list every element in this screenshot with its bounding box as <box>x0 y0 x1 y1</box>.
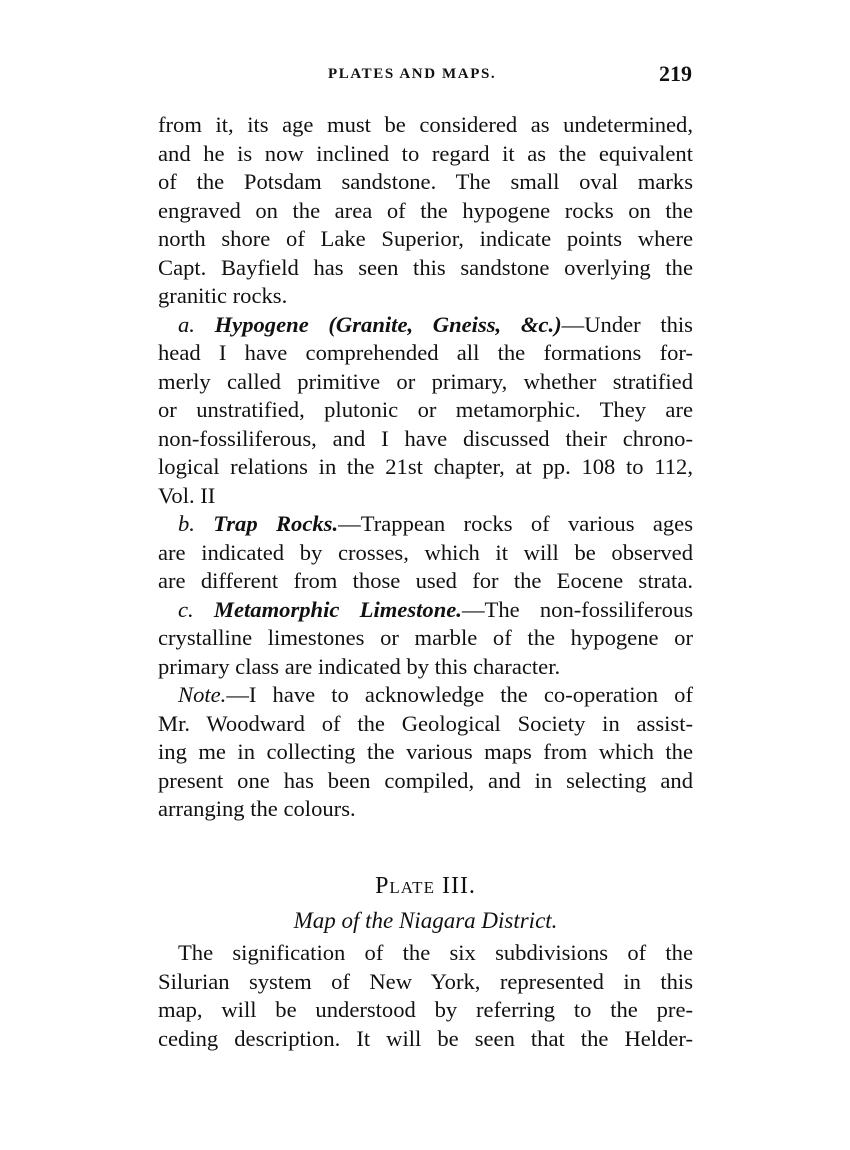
plate-line: ceding description. It will be seen that the Helder- <box>158 1025 693 1051</box>
section-a-first-rest: —Under this <box>561 311 693 337</box>
section-c-label: c. <box>178 596 194 622</box>
section-c-title: Metamorphic Limestone. <box>213 596 462 622</box>
plate-line: The signification of the six subdivisions of the <box>178 940 693 965</box>
note-first-rest: —I have to acknowledge the co-operation of <box>226 682 693 707</box>
section-c-line: crystalline limestones or marble of the hypogene or <box>158 625 693 650</box>
section-a-paren: (Granite, Gneiss, &c.) <box>328 311 562 337</box>
plate-heading <box>158 870 693 902</box>
section-c-first-line <box>158 596 693 625</box>
plate-line: Silurian system of New York, represented in this <box>158 968 693 994</box>
plate-subtitle: Map of the Niagara District. <box>293 908 558 933</box>
note-first-line <box>158 681 693 710</box>
section-a-line: Vol. II <box>158 482 216 508</box>
body-text <box>158 111 693 824</box>
body-line: Capt. Bayfield has seen this sandstone overlying the <box>158 254 693 280</box>
body-line: and he is now inclined to regard it as the equivalent <box>158 140 693 166</box>
body-line: engraved on the area of the hypogene rocks on the <box>158 197 693 223</box>
body-line: granitic rocks. <box>158 283 288 308</box>
section-c-line: primary class are indicated by this character. <box>158 653 561 679</box>
section-a-first-line <box>158 311 693 340</box>
section-c-first-rest: —The non-fossiliferous <box>461 596 693 622</box>
section-a-line: merly called primitive or primary, whether stratified <box>158 368 693 394</box>
plate-text <box>158 939 693 1053</box>
section-a-line: head I have comprehended all the formations for- <box>158 340 693 365</box>
running-head <box>158 63 698 87</box>
section-b-first-line <box>158 510 693 539</box>
plate-line: map, will be understood by referring to the pre- <box>158 997 693 1022</box>
section-b-title: Trap Rocks. <box>213 511 339 536</box>
note-title: Note. <box>178 682 227 707</box>
section-a-title: Hypogene <box>214 311 309 337</box>
body-line: from it, its age must be considered as undetermined, <box>158 112 693 137</box>
note-line: arranging the colours. <box>158 796 356 821</box>
section-a-line: logical relations in the 21st chapter, at pp. 108 to 112, <box>158 454 693 479</box>
note-line: Mr. Woodward of the Geological Society in assist- <box>158 710 693 736</box>
section-a-label: a. <box>178 311 195 337</box>
plate-heading-text: Plate III. <box>375 873 476 899</box>
section-b-label: b. <box>178 511 195 536</box>
body-line: of the Potsdam sandstone. The small oval marks <box>158 169 693 194</box>
note-line: ing me in collecting the various maps from which the <box>158 739 693 764</box>
running-title: PLATES AND MAPS. <box>328 66 497 82</box>
section-b-first-rest: —Trappean rocks of various ages <box>338 511 693 536</box>
body-line: north shore of Lake Superior, indicate points where <box>158 226 693 251</box>
page-number: 219 <box>659 61 692 86</box>
section-a-line: non-fossiliferous, and I have discussed their chrono- <box>158 425 693 451</box>
note-line: present one has been compiled, and in selecting and <box>158 767 693 793</box>
section-b-line: are different from those used for the Eocene strata. <box>158 568 693 593</box>
section-a-line: or unstratified, plutonic or metamorphic. They are <box>158 397 693 422</box>
section-b-line: are indicated by crosses, which it will be observed <box>158 539 693 565</box>
